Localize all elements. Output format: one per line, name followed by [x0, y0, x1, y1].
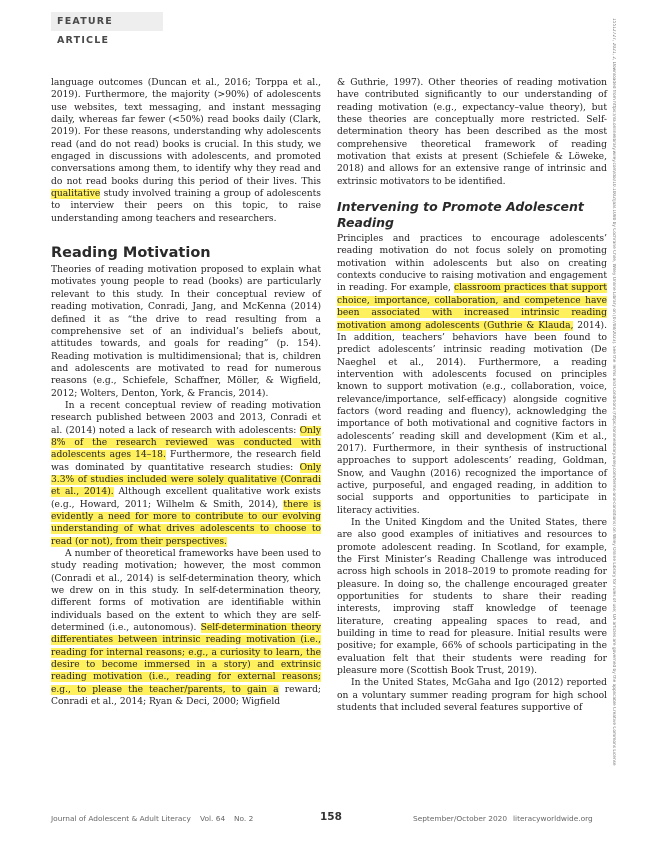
page-footer [51, 811, 601, 829]
page-number: 158 [320, 811, 342, 823]
left-column [51, 77, 321, 709]
highlight: Only 3.3% of studies included were solely qualitative (Conradi et al., 2014). [51, 462, 321, 498]
highlight: Self-determination theory differentiates between intrinsic reading motivation (i.e., reading for internal reasons; e.g., a curiosity to learn, the desire to become immersed in a story) and extrinsic reading motivation (i.e., reading for external reasons; e.g., to please the teacher/parents, to gain a [51, 623, 321, 695]
left-paragraph-2: Theories of reading motivation proposed to explain what motivates young people to read (books) are particularly relevant to this study. In their conceptual review of reading motivation, Conradi, Jang, and McKenna (2014) defined it as “the drive to read resulting from a comprehensive set of an individual’s beliefs about, attitudes towards, and goals for reading” (p. 154). Reading motivation is multidimensional; that is, children and adolescents are motivated to read for numerous reasons (e.g., Schiefele, Schaffner, Möller, & Wigfield, 2012; Wolters, Denton, York, & Francis, 2014). [51, 265, 321, 399]
feature-article-label: FEATURE ARTICLE [51, 12, 163, 31]
right-paragraph-2 [337, 233, 607, 517]
footer-journal: Journal of Adolescent & Adult Literacy [51, 814, 191, 823]
section-heading-reading-motivation: Reading Motivation [51, 245, 211, 262]
right-column [337, 77, 607, 715]
text-run: 2014). In addition, teachers’ behaviors have been found to predict adolescents’ intrinsic reading motivation (De Naeghel et al., 2014). Furthermore, a reading intervention with adolescents focused on principles known to support motivation (e.g., collaboration, voice, relevance/importance, self-efficacy) alongside cognitive factors (word reading and fluency), acknowledging the importance of both motivational and cognitive factors in adolescents’ reading skill and development (Kim et al., 2017). Furthermore, in their synthesis of instructional approaches to support adolescents’ reading, Goldman, Snow, and Vaughn (2016) recognized the importance of active, purposeful, and engaged reading, in addition to social supports and opportunities to participate in literacy activities. [337, 320, 607, 516]
footer-date: September/October 2020 [413, 814, 508, 823]
left-paragraph-3 [51, 400, 321, 548]
footer-issue: No. 2 [234, 814, 254, 823]
right-paragraph-1: & Guthrie, 1997). Other theories of reading motivation have contributed significantly to our understanding of reading motivation (e.g., expectancy–value theory), but these theories are conceptually more restricted. Self-determination theory has been described as the most comprehensive theoretical framework of reading motivation that exists at present (Schiefele & Löweke, 2018) and allows for an extensive range of intrinsic and extrinsic motivators to be identified. [337, 78, 607, 187]
highlight: there is evidently a need for more to contribute to our evolving understanding of what drives adolescents to choose to read (or not), from their perspectives. [51, 499, 321, 547]
text-run: In a recent conceptual review of reading motivation research published between 2003 and 2013, Conradi et al. (2014) noted a lack of research with adolescents: [51, 400, 321, 436]
footer-website[interactable]: literacyworldwide.org [513, 814, 593, 823]
text-run: language outcomes (Duncan et al., 2016; Torppa et al., 2019). Furthermore, the majority (>90%) of adolescents use websites, text messaging, and instant messaging daily, whereas far fewer (<50%) read books daily (Clark, 2019). For these reasons, understanding why adolescents read (and do not read) books is crucial. In this study, we engaged in discussions with adolescents, and promoted conversations among them, to identify why they read and do not read books during this period of their lives. This [51, 78, 321, 187]
text-run: A number of theoretical frameworks have been used to study reading motivation; however, the most common (Conradi et al., 2014) is self-determination theory, which we drew on in this study. In self-determination theory, different forms of motivation are identifiable within individuals based on the extent to which they are self-determined (i.e., autonomous). [51, 549, 321, 634]
text-run: Furthermore, the research field was dominated by quantitative research studies: [51, 450, 321, 473]
text-run: reward; Conradi et al., 2014; Ryan & Deci, 2000; Wigfield [51, 684, 321, 708]
left-paragraph-1 [51, 77, 321, 225]
section-heading-intervening: Intervening to Promote Adolescent Reading [337, 199, 584, 231]
footer-volume: Vol. 64 [200, 814, 226, 823]
highlight: qualitative [51, 189, 101, 200]
highlight: Only 8% of the research reviewed was conducted with adolescents ages 14–18. [51, 425, 321, 461]
highlight: classroom practices that support choice, importance, collaboration, and competence have been associated with increased intrinsic reading motivation among adolescents (Guthrie & Klauda, [337, 283, 607, 331]
text-run: Principles and practices to encourage adolescents’ reading motivation do not focus solely on promoting motivation within adolescents but also on creating contexts conducive to raising motivation and engagement in reading. For example, [337, 234, 607, 294]
text-run: study involved training a group of adolescents to interview their peers on this topic, to raise understanding among teachers and researchers. [51, 189, 321, 224]
right-paragraph-3: In the United Kingdom and the United States, there are also good examples of initiatives and resources to promote adolescent reading. In Scotland, for example, the First Minister’s Reading Challenge was introduced across high schools in 2018–2019 to promote reading for pleasure. In doing so, the challenge encouraged greater opportunities for students to share their reading interests, improving staff knowledge of teenage literature, creating appealing spaces to read, and building in time to read for pleasure. Initial results were positive; for example, 66% of schools participating in the evaluation felt that their students were reading for pleasure more (Scottish Book Trust, 2019). [337, 518, 607, 677]
download-notice: 15512727, 2021, 2, Downloaded from https://ila.onlinelibrary.wiley.com/doi/10.1002/jaal.1080 by Cochrane Chile, Wiley Online Library on [07/08/2023]. See the Terms and Conditions (https://onlinelibrary.wiley.com/terms-and-conditions) on Wiley Online Library for rules of use; OA articles are governed by the applicable Creative Commons License [611, 18, 616, 766]
text-run: Although excellent qualitative work exists (e.g., Howard, 2011; Wilhelm & Smith, 2014), [51, 487, 321, 510]
right-paragraph-4: In the United States, McGaha and Igo (2012) reported on a voluntary summer reading program for high school students that included several features supportive of [337, 678, 607, 714]
left-paragraph-4 [51, 548, 321, 708]
